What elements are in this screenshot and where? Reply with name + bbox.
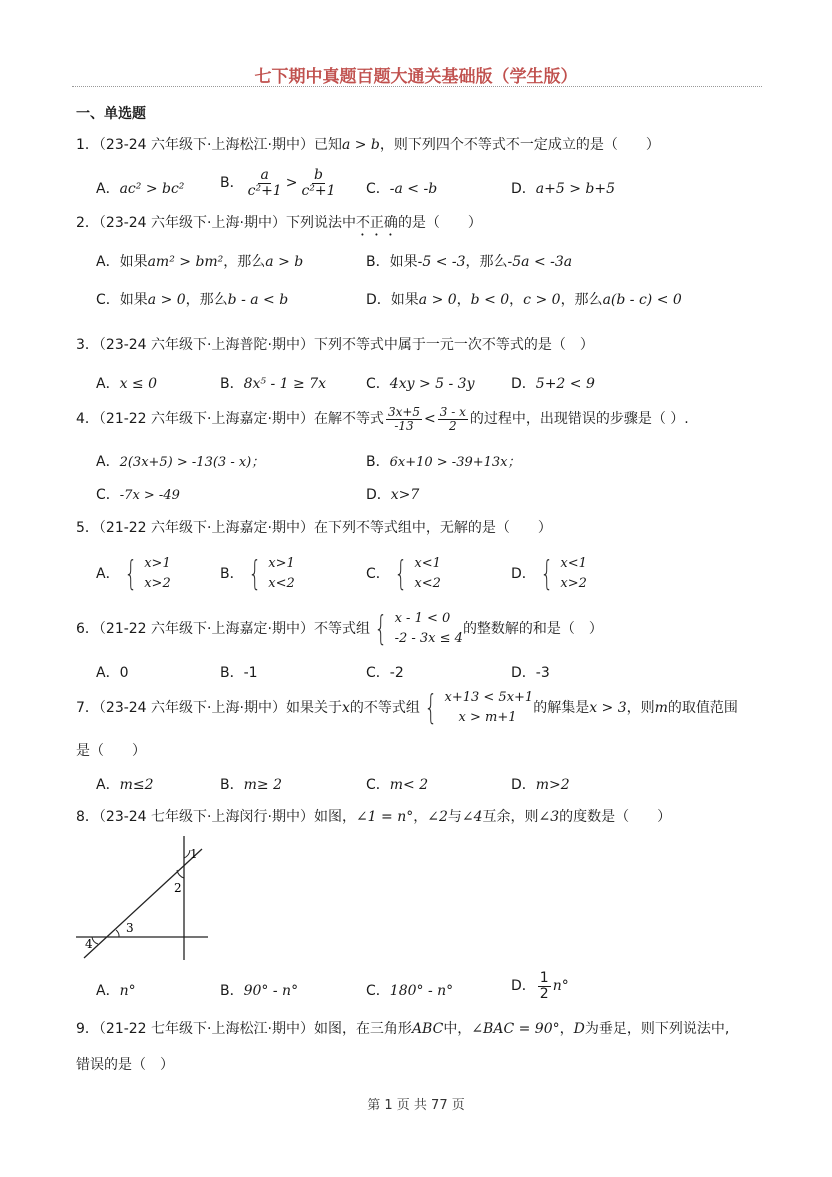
q8-option-a[interactable]: A．n° bbox=[96, 983, 136, 999]
q5-option-d[interactable]: D． { x<1 x>2 bbox=[511, 554, 587, 595]
q5-option-b[interactable]: B． { x>1 x<2 bbox=[220, 554, 295, 595]
title-divider bbox=[72, 86, 762, 87]
q7-option-a[interactable]: A．m≤2 bbox=[96, 777, 154, 793]
q6-option-d[interactable]: D．-3 bbox=[511, 665, 550, 681]
question-4-stem: 4．（21-22 六年级下·上海嘉定·期中）在解不等式 $\frac{3x+5}{-13}$ < $\frac{3 - x}{2}$ 的过程中，出现错误的步骤是（ ）. bbox=[76, 405, 689, 433]
q6-option-a[interactable]: A．0 bbox=[96, 665, 129, 681]
q8-figure bbox=[70, 830, 220, 968]
q3-option-d[interactable]: D．5+2 < 9 bbox=[511, 376, 595, 392]
q8-option-b[interactable]: B．90° - n° bbox=[220, 983, 299, 999]
angle-label-1: 1 bbox=[190, 847, 198, 861]
q2-option-c[interactable]: C．如果a > 0，那么b - a < b bbox=[96, 292, 289, 308]
q7-option-b[interactable]: B．m≥ 2 bbox=[220, 777, 282, 793]
q1-option-a[interactable]: A．ac² > bc² bbox=[96, 181, 185, 197]
q2-option-b[interactable]: B．如果-5 < -3，那么-5a < -3a bbox=[366, 254, 573, 270]
q2-option-d[interactable]: D．如果a > 0，b < 0，c > 0，那么a(b - c) < 0 bbox=[366, 292, 682, 308]
q5-option-c[interactable]: C． { x<1 x<2 bbox=[366, 554, 441, 595]
q1-condition: a > b bbox=[341, 137, 380, 153]
question-9-stem: 9．（21-22 七年级下·上海松江·期中）如图，在三角形ABC中，∠BAC = 90°，D为垂足，则下列说法中, bbox=[76, 1021, 730, 1037]
angle-4-arc bbox=[92, 937, 98, 944]
q4-option-c[interactable]: C．-7x > -49 bbox=[96, 487, 180, 503]
q3-option-c[interactable]: C．4xy > 5 - 3y bbox=[366, 376, 475, 392]
q6-option-c[interactable]: C．-2 bbox=[366, 665, 404, 681]
q4-option-a[interactable]: A．2(3x+5) > -13(3 - x)； bbox=[96, 454, 265, 470]
question-3-stem: 3．（23-24 六年级下·上海普陀·期中）下列不等式中属于一元一次不等式的是（ ） bbox=[76, 337, 594, 353]
q1-option-d[interactable]: D．a+5 > b+5 bbox=[511, 181, 615, 197]
q5-option-a[interactable]: A． { x>1 x>2 bbox=[96, 554, 171, 595]
q6-option-b[interactable]: B．-1 bbox=[220, 665, 258, 681]
page-footer: 第 1 页 共 77 页 bbox=[367, 1098, 465, 1113]
q4-option-b[interactable]: B．6x+10 > -39+13x； bbox=[366, 454, 521, 470]
question-8-stem: 8．（23-24 七年级下·上海闵行·期中）如图，∠1 = n°，∠2与∠4互余，则∠3的度数是（ ） bbox=[76, 809, 672, 825]
question-1-stem: 1．（23-24 六年级下·上海松江·期中）已知a > b，则下列四个不等式不一定成立的是（ ） bbox=[76, 137, 660, 153]
q3-option-b[interactable]: B．8x⁵ - 1 ≥ 7x bbox=[220, 376, 326, 392]
angle-3-arc bbox=[116, 930, 119, 937]
question-7-stem: 7．（23-24 六年级下·上海·期中）如果关于x的不等式组 { x+13 < 5x+1 x > m+1 的解集是x > 3，则m的取值范围 bbox=[76, 688, 738, 729]
q3-option-a[interactable]: A．x ≤ 0 bbox=[96, 376, 158, 392]
question-5-stem: 5．（21-22 六年级下·上海嘉定·期中）在下列不等式组中，无解的是（ ） bbox=[76, 520, 552, 536]
section-heading: 一、单选题 bbox=[76, 106, 146, 122]
question-2-stem: 2．（23-24 六年级下·上海·期中）下列说法中不正确的是（ ） bbox=[76, 215, 482, 231]
q2-option-a[interactable]: A．如果am² > bm²，那么a > b bbox=[96, 254, 304, 270]
q7-option-c[interactable]: C．m< 2 bbox=[366, 777, 429, 793]
angle-label-4: 4 bbox=[85, 937, 93, 951]
question-7-stem-cont: 是（ ） bbox=[76, 743, 146, 759]
q1-option-c[interactable]: C．-a < -b bbox=[366, 181, 438, 197]
angle-label-3: 3 bbox=[126, 921, 134, 935]
q1-option-b[interactable]: B． $\frac{a}{\text{c²+1}}$ > $\frac{b}{\text{c²+1}}$ bbox=[220, 167, 336, 199]
q4-option-d[interactable]: D．x>7 bbox=[366, 487, 420, 503]
page-title: 七下期中真题百题大通关基础版（学生版） bbox=[254, 67, 578, 87]
angle-label-2: 2 bbox=[174, 881, 182, 895]
question-9-stem-cont: 错误的是（ ） bbox=[76, 1057, 174, 1073]
question-6-stem: 6．（21-22 六年级下·上海嘉定·期中）不等式组 { x - 1 < 0 -2 - 3x ≤ 4 的整数解的和是（ ） bbox=[76, 609, 603, 650]
q8-option-d[interactable]: D． $\frac{1}{2}$ n° bbox=[511, 970, 569, 1002]
q8-option-c[interactable]: C．180° - n° bbox=[366, 983, 454, 999]
q7-option-d[interactable]: D．m>2 bbox=[511, 777, 570, 793]
